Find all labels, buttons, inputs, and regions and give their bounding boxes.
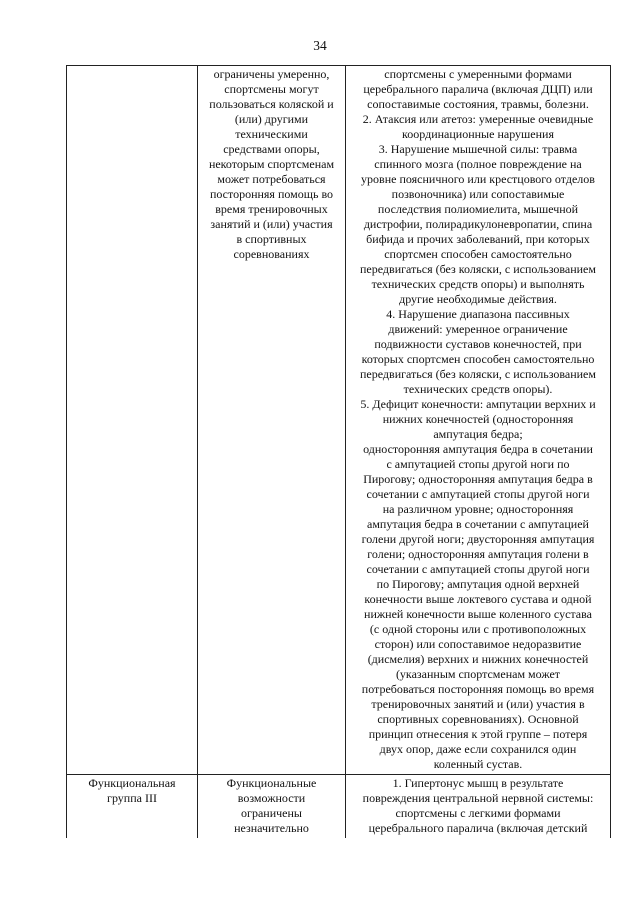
criteria-cell xyxy=(346,775,611,839)
description-cell xyxy=(198,66,346,775)
description-cell xyxy=(198,775,346,839)
text-line: бифида и прочих заболеваний, при которых xyxy=(366,232,590,246)
text-line: посторонняя помощь во xyxy=(209,187,334,201)
text-line: спортивных соревнованиях). Основной xyxy=(377,712,579,726)
text-line: Функциональные xyxy=(226,776,317,790)
text-line: повреждения центральной нервной системы: xyxy=(362,791,594,805)
text-line: подвижности суставов конечностей, при xyxy=(374,337,582,351)
text-line: группа III xyxy=(107,791,157,805)
text-line: в спортивных xyxy=(236,232,307,246)
text-line: односторонняя ампутация бедра в сочетании xyxy=(363,442,593,456)
text-line: технических средств опоры) и выполнять xyxy=(371,277,585,291)
text-line: (дисмелия) верхних и нижних конечностей xyxy=(367,652,589,666)
text-line: возможности xyxy=(237,791,306,805)
text-line: коленный сустав. xyxy=(433,757,523,771)
text-line: потребоваться посторонняя помощь во время xyxy=(361,682,595,696)
text-line: движений: умеренное ограничение xyxy=(388,322,568,336)
text-line: Пирогову; односторонняя ампутация бедра в xyxy=(363,472,593,486)
text-line: передвигаться (без коляски, с использованием xyxy=(360,262,596,276)
page-number: 34 xyxy=(313,38,327,53)
text-line: голени; односторонняя ампутация голени в xyxy=(367,547,589,561)
text-line: спортсмен способен самостоятельно xyxy=(384,247,572,261)
text-line: спортсмены с умеренными формами xyxy=(384,67,572,81)
text-line: на различном уровне; односторонняя xyxy=(382,502,574,516)
text-line: голени другой ноги; двусторонняя ампутация xyxy=(361,532,595,546)
table-row xyxy=(67,66,611,775)
text-line: тренировочных занятий и (или) участия в xyxy=(371,697,585,711)
text-line: последствия полиомиелита, мышечной xyxy=(377,202,579,216)
text-line: незначительно xyxy=(234,821,309,835)
text-line: спортсмены с легкими формами xyxy=(395,806,561,820)
criteria-cell xyxy=(346,66,611,775)
text-line: время тренировочных xyxy=(215,202,328,216)
text-line: ампутация бедра; xyxy=(433,427,523,441)
text-line: которых спортсмен способен самостоятельно xyxy=(361,352,595,366)
text-line: некоторым спортсменам xyxy=(208,157,335,171)
text-line: Функциональная xyxy=(88,776,176,790)
text-line: сторон) или сопоставимое недоразвитие xyxy=(374,637,582,651)
text-line: церебрального паралича (включая ДЦП) или xyxy=(363,82,593,96)
text-line: конечности выше локтевого сустава и одной xyxy=(364,592,592,606)
text-line: пользоваться коляской и xyxy=(209,97,334,111)
text-line: 5. Дефицит конечности: ампутации верхних и xyxy=(360,397,596,411)
group-cell xyxy=(67,775,198,839)
text-line: спортсмены могут xyxy=(224,82,319,96)
text-line: двух опор, даже если сохранился один xyxy=(379,742,577,756)
text-line: по Пирогову; ампутация одной верхней xyxy=(376,577,580,591)
text-line: 2. Атаксия или атетоз: умеренные очевидные xyxy=(362,112,594,126)
text-line: ампутация бедра в сочетании с ампутацией xyxy=(367,517,589,531)
text-line: нижней конечности выше коленного сустава xyxy=(364,607,592,621)
text-line: нижних конечностей (односторонняя xyxy=(382,412,574,426)
text-line: церебрального паралича (включая детский xyxy=(368,821,588,835)
text-line: 1. Гипертонус мышц в результате xyxy=(392,776,564,790)
text-line: 3. Нарушение мышечной силы: травма xyxy=(378,142,578,156)
text-line: позвоночника) или сопоставимые xyxy=(391,187,565,201)
text-line: средствами опоры, xyxy=(223,142,320,156)
text-line: может потребоваться xyxy=(217,172,326,186)
text-line: передвигаться (без коляски, с использованием xyxy=(360,367,596,381)
text-line: координационные нарушения xyxy=(402,127,554,141)
text-line: занятий и (или) участия xyxy=(210,217,333,231)
text-line: (указанным спортсменам может xyxy=(395,667,561,681)
group-cell xyxy=(67,66,198,775)
text-line: другие необходимые действия. xyxy=(399,292,557,306)
text-line: сопоставимые состояния, травмы, болезни. xyxy=(367,97,589,111)
text-line: уровне поясничного или крестцового отделов xyxy=(361,172,595,186)
text-line: принцип отнесения к этой группе – потеря xyxy=(368,727,588,741)
text-line: с ампутацией стопы другой ноги по xyxy=(386,457,570,471)
text-line: ограничены xyxy=(241,806,302,820)
text-line: спинного мозга (полное повреждение на xyxy=(374,157,582,171)
text-line: техническими xyxy=(235,127,308,141)
text-line: технических средств опоры). xyxy=(403,382,553,396)
table-row xyxy=(67,775,611,839)
text-line: (с одной стороны или с противоположных xyxy=(369,622,587,636)
text-line: (или) другими xyxy=(234,112,309,126)
text-line: ограничены умеренно, xyxy=(213,67,330,81)
text-line: дистрофии, полирадикулоневропатии, спина xyxy=(363,217,593,231)
text-line: 4. Нарушение диапазона пассивных xyxy=(386,307,570,321)
text-line: сочетании с ампутацией стопы другой ноги xyxy=(366,487,590,501)
text-line: сочетании с ампутацией стопы другой ноги xyxy=(366,562,590,576)
text-line: соревнованиях xyxy=(233,247,310,261)
classification-table xyxy=(66,65,611,838)
